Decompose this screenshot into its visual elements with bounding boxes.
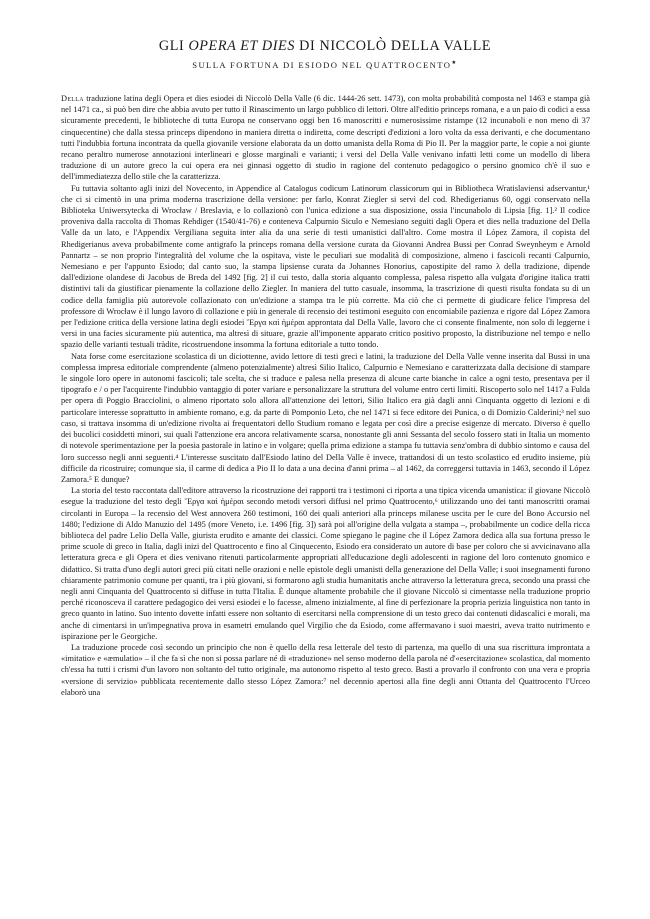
title-suffix: DI NICCOLÒ DELLA VALLE [295, 38, 492, 54]
subtitle-text: SULLA FORTUNA DI ESIODO NEL QUATTROCENTO [192, 60, 452, 70]
article-subtitle [0, 59, 650, 71]
paragraph-lead-word: Della [61, 94, 84, 103]
title-prefix: GLI [158, 38, 189, 54]
article-body [61, 93, 590, 698]
paragraph-1 [61, 93, 590, 183]
paragraph-text: Fu tuttavia soltanto agli inizi del Novecento, in Appendice al Catalogus codicum Latinorum classicorum qui in Bibliotheca Wratislaviensi adservantur,¹ che ci si cimentò in una prima moderna trascrizione della versione: per farlo, Konrat Ziegler si servì del cod. Rhedigerianus 60, oggi conservato nella Biblioteka Uniwersytecka di Wrocław / Breslavia, e lo collazionò con l'unica edizione a sua disposizione, ossia l'incunabolo di Lipsia [fig. 1].² Il codice proveniva dalla raccolta di Thomas Rehdiger (1540/41-76) e conteneva Calpurnio Siculo e Nemesiano seguiti dagli Opera et dies nella traduzione del Della Valle da un lato, e l'Appendix Vergiliana seguita inter alia da una serie di testi umanistici dall'altro. Come mostra il López Zamora, il copista del Rhedigerianus aveva probabilmente come antigrafo la princeps romana della versione curata da Giovanni Andrea Bussi per Conrad Sweynheym e Arnold Pannartz – se non proprio l'integralità del volume che la ospitava, viste le peculiari sue modalità di composizione, almeno i fascicoli recanti Calpurnio, Nemesiano e per l'appunto Esiodo; dal canto suo, la stampa lipsiense curata da Johannes Honorius, capostipite del ramo λ della tradizione, dipende dall'edizione olandese di Jacobus de Breda del 1492 [fig. 2] il cui testo, dalla storia alquanto complessa, palesa rispetto alla vulgata d'origine italica tratti distintivi tali da giustificar pienamente la collazione dello Ziegler. In maniera del tutto casuale, insomma, la trascrizione di questi risulta fondata su di un codice della famiglia più autorevole collazionato con un'edizione a stampa tra le più corrette. Ma ciò che ci permette di giudicare felice l'impresa del professore di Wrocław è il lungo lavoro di collazione e più in generale di recensio dei testimoni eseguito con encomiabile pazienza e rigore dal López Zamora per l'edizione critica della versione latina degli esiodei Ἔργα καὶ ἡμέραι approntata dal Della Valle, lavoro che ci consente finalmente, non solo di leggerne i versi in una facies sicuramente più autentica, ma altresì di situare, grazie all'imponente apparato critico positivo proposto, la distribuzione nel tempo e nello spazio delle varianti testuali tràdite, ricostruendone insomma la fortuna editoriale a tutto tondo. [61, 183, 590, 350]
title-italic-work: OPERA ET DIES [188, 38, 296, 54]
paragraph-3 [61, 351, 590, 485]
paragraph-text: traduzione latina degli Opera et dies esiodei di Niccolò Della Valle (6 dic. 1444-26 sett. 1473), con molta probabilità composta nel 1463 e stampa già nel 1471 ca., si può ben dire che abbia avuto per tutto il Rinascimento un largo pubblico di lettori. Oltre all'editio princeps romana, e a un paio di codici a essa sicuramente precedenti, le biblioteche di tutta Europa ne conservano oggi ben 16 manoscritti e numerosissime ristampe (12 incunaboli e non meno di 37 cinquecentine) che dalla stessa princeps dipendono in maniera diretta o indiretta, come descripti d'edizioni a loro volta da essa derivanti, e che documentano tutti l'indubbia fortuna incontrata da quella giovanile versione elaborata da un dotto umanista della Roma di Pio II. Per la maggior parte, le copie a noi giunte recano peraltro numerose annotazioni interlineari e glosse marginali e varianti; i versi del Della Valle venivano infatti letti come un modello di libera traduzione di un autore greco la cui opera era nei ginnasi oggetto di studio in ragione del contenuto pedagogico o persino gnomico ch'è il suo e dell'immediatezza dello stile che la caratterizza. [61, 94, 590, 182]
paragraph-text: La storia del testo raccontata dall'editore attraverso la ricostruzione dei rapporti tra i testimoni ci riporta a una tipica vicenda umanistica: il giovane Niccolò esegue la traduzione del testo degli Ἔργα καὶ ἡμέραι secondo metodi versori diffusi nel primo Quattrocento,⁶ utilizzando uno dei tanti manoscritti oramai circolanti in Europa – la recensio del West annovera 260 testimoni, 160 dei quali anteriori alla princeps milanese uscita per le cure del Bono Accursio nel 1480; l'edizione di Aldo Manuzio del 1495 (more Veneto, i.e. 1496 [fig. 3]) sarà poi all'origine della vulgata a stampa –, probabilmente un codice della ricca biblioteca del padre Lelio Della Valle, giurista erudito e amante dei classici. Come spiegano le pagine che il López Zamora dedica alla sua fortuna presso le prime scuole di greco in Italia, dagli inizi del Quattrocento e fino al Cinquecento, Esiodo era considerato un autore di base per coloro che si avvicinavano alla letteratura greca e gli Opera et dies venivano ritenuti particolarmente appropriati all'educazione degli adolescenti in ragione del loro contenuto gnomico e didattico. Si tratta d'uno degli autori greci più citati nelle orazioni e nelle epistole degli umanisti della generazione del Della Valle; i suoi insegnamenti furono chiaramente patrimonio comune per quanti, tra i più giovani, si formarono agli studia humanitatis anche attraverso la letteratura greca, secondo una prassi che negli anni Cinquanta del Quattrocento si diffuse in tutta l'Italia. È dunque altamente probabile che il giovane Niccolò si cimentasse nella traduzione proprio perché riconosceva il carattere pedagogico dei versi esiodei e lo facesse, almeno inizialmente, al fine di perfezionare la propria perizia linguistica non tanto in greco quanto in latino. Suo intento dovette infatti essere non soltanto di esercitarsi nella comprensione di un testo greco dai contenuti didascalici e morali, ma anche di cimentarsi in un'impegnativa prova in esametri emulando quel Virgilio che da Esiodo, come affermavano i suoi maestri, aveva tratto nutrimento e ispirazione per le Georgiche. [61, 486, 590, 641]
paragraph-2 [61, 183, 590, 351]
subtitle-footnote-star: ★ [451, 60, 458, 67]
paragraph-text: La traduzione procede così secondo un principio che non è quello della resa letterale del testo di partenza, ma quello di una sua riscrittura improntata a «imitatio» e «æmulatio» – il che fa sì che non si possa parlare né di «traduzione» nel senso moderno della parola né d'«esercitazione» scolastica, dal momento ch'essa ha tutti i crismi d'un lavoro non soltanto del tutto originale, ma autonomo rispetto al testo greco. Basti a provarlo il confronto con una vera e propria «versione di servizio» pubblicata recentemente dallo stesso López Zamora:⁷ nel decennio apertosi alla fine degli anni Ottanta del Quattrocento l'Urceo elaborò una [61, 642, 590, 697]
article-title [0, 37, 650, 55]
paragraph-4 [61, 485, 590, 642]
paragraph-text: Nata forse come esercitazione scolastica di un diciottenne, avido lettore di testi greci e latini, la traduzione del Della Valle venne inserita dal Bussi in una complessa impresa editoriale comprendente (almeno potenzialmente) altresì Silio Italico, Calpurnio e Nemesiano e caratterizzata dalla decisione di stampare le singole loro opere in autonomi fascicoli; tale scelta, che si traduce e palesa nella presenza di alcune carte bianche in calce a ogni testo, presentava per il tipografo e / o per l'acquirente l'indubbio vantaggio di poter variare e personalizzare la struttura del volume entro certi limiti. Riscoperto solo nel 1417 a Fulda per opera di Poggio Bracciolini, o almeno riportato solo allora all'attenzione dei lettori, Silio Italico era già dagli anni Cinquanta oggetto di lezioni e di particolare interesse soprattutto in ambiente romano, e.g. da parte di Pomponio Leto, che nel 1471 si fece editore dei Punica, o di Domizio Calderini;³ nel suo caso, si trattava insomma di un'edizione rivolta ai frequentatori dello Studium romano e legata per così dire a precise esigenze di mercato. Diverso è quello dei bucolici cosiddetti minori, sui quali l'attenzione era ancora relativamente scarsa, nonostante gli anni Sessanta del secolo fossero stati in Italia un momento di notevole sperimentazione per la poesia pastorale in latino e in volgare; quella prima edizione a stampa fu tuttavia senz'ombra di dubbio sintomo e causa del loro successo negli anni seguenti.⁴ L'interesse suscitato dall'Esiodo latino del Della Valle è invece, trattandosi di un testo scolastico ed erudito insieme, più difficile da ricostruire; comunque sia, il carme di dedica a Pio II lo data a una decina d'anni prima – al 1462, da correggersi tuttavia in 1463, secondo il López Zamora.⁵ E dunque? [61, 351, 590, 484]
paragraph-5 [61, 642, 590, 698]
